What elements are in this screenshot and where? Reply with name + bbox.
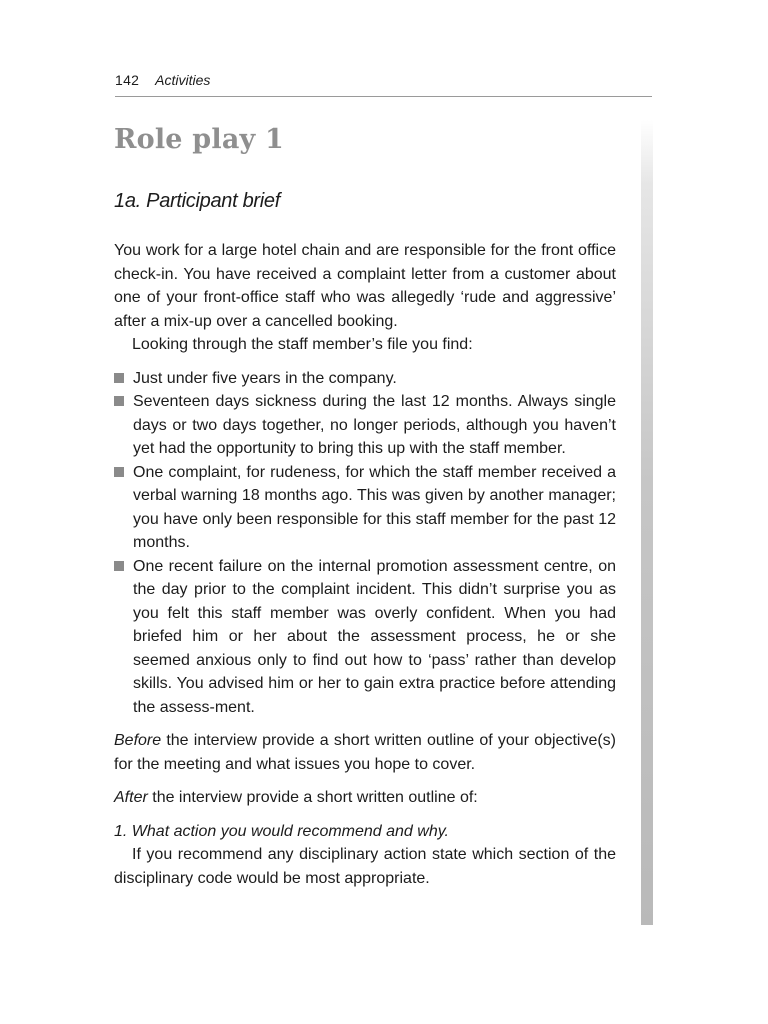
- list-item: [114, 390, 616, 461]
- square-bullet-icon: [114, 561, 124, 571]
- page-number: 142: [115, 72, 140, 88]
- before-text: the interview provide a short written outline of your objective(s) for the meeting and what issues you hope to cover.: [114, 732, 616, 773]
- square-bullet-icon: [114, 373, 124, 383]
- closing-paragraph: If you recommend any disciplinary action state which section of the disciplinary code would be most appropriate.: [114, 846, 616, 887]
- staff-file-list: [114, 367, 616, 720]
- square-bullet-icon: [114, 396, 124, 406]
- numbered-item: 1. What action you would recommend and why.: [114, 822, 449, 840]
- file-intro-paragraph: Looking through the staff member’s file you find:: [132, 336, 473, 353]
- after-paragraph: [114, 786, 616, 810]
- list-item: [114, 367, 616, 391]
- list-item: [114, 461, 616, 555]
- page-edge-shading: [641, 120, 653, 925]
- participant-brief-heading: 1a. Participant brief: [114, 190, 281, 212]
- square-bullet-icon: [114, 467, 124, 477]
- section-title: Role play 1: [114, 124, 284, 155]
- list-item: [114, 555, 616, 720]
- intro-paragraph: You work for a large hotel chain and are responsible for the front office check-in. You have received a complaint letter from a customer about one of your front-office staff who was allegedly ‘rude and aggressive’ after a mix-up over a cancelled booking.: [114, 242, 616, 330]
- before-paragraph: [114, 729, 616, 776]
- list-item-text: Just under five years in the company.: [133, 369, 397, 387]
- after-lead: After: [114, 789, 148, 806]
- page-header: [115, 72, 652, 97]
- brief-body: [114, 239, 616, 890]
- after-text: the interview provide a short written outline of:: [147, 789, 478, 806]
- list-item-text: Seventeen days sickness during the last 12 months. Always single days or two days together, no longer periods, although you haven’t yet had the opportunity to bring this up with the staff member.: [133, 393, 616, 457]
- list-item-text: One complaint, for rudeness, for which the staff member received a verbal warning 18 months ago. This was given by another manager; you have only been responsible for this staff member for the past 12 months.: [133, 463, 616, 551]
- list-item-text: One recent failure on the internal promotion assessment centre, on the day prior to the complaint incident. This didn’t surprise you as you felt this staff member was overly confident. When you had briefed him or her about the assessment process, he or she seemed anxious only to find out how to ‘pass’ rather than develop skills. You advised him or her to gain extra practice before attending the assess-ment.: [133, 557, 616, 716]
- before-lead: Before: [114, 732, 162, 749]
- running-title: Activities: [155, 72, 211, 88]
